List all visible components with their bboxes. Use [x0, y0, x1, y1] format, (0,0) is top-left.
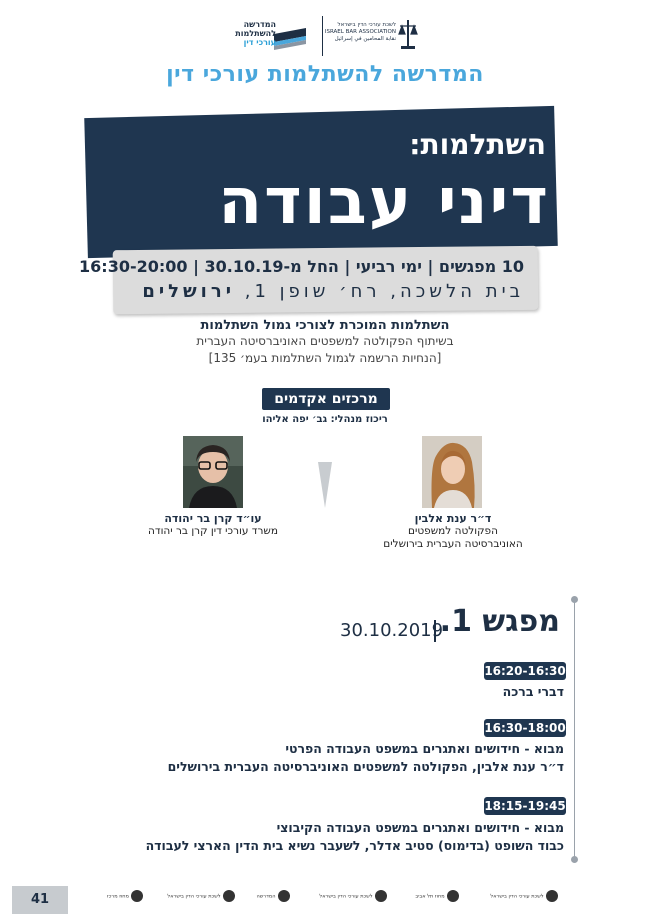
sponsor-logo: לשכת עורכי הדין בישראל: [164, 890, 238, 912]
sponsor-emblem-icon: [447, 890, 459, 902]
time-badge: 16:30-18:00: [484, 721, 566, 735]
school-logo-text: המדרשה להשתלמות עורכי דין: [235, 20, 276, 47]
bar-association-logo: [324, 18, 418, 54]
sponsor-logo: לשכת עורכי הדין בישראל: [484, 890, 564, 912]
certification-partner: בשיתוף הפקולטה למשפטים האוניברסיטה העברית: [196, 334, 454, 348]
session-date: 30.10.2019: [340, 620, 444, 641]
location-city: ירושלים: [142, 281, 235, 302]
sponsor-logo: המדרשה: [248, 890, 298, 912]
sponsor-emblem-icon: [278, 890, 290, 902]
certification-title: השתלמות המוכרת לצורכי גמול השתלמות: [200, 318, 450, 333]
scales-of-justice-icon: [398, 18, 418, 52]
sponsor-emblem-icon: [131, 890, 143, 902]
timeline-dot: [571, 856, 578, 863]
sponsor-emblem-icon: [375, 890, 387, 902]
agenda-item-title: דברי ברכה: [502, 684, 564, 699]
school-title: המדרשה להשתלמות עורכי דין: [166, 62, 484, 87]
lecturer-photo-anat: [422, 436, 482, 508]
school-emblem-icon: [272, 26, 308, 50]
location-address: בית הלשכה, רח׳ שופן 1,: [235, 281, 524, 302]
lecturer-photo-keren: [183, 436, 243, 508]
page-number: 41: [12, 886, 68, 914]
lecturer-university: האוניברסיטה העברית בירושלים: [383, 538, 523, 550]
sponsor-logo: מחוז מרכז: [96, 890, 154, 912]
agenda-item-title: מבוא - חידושים ואתגרים במשפט העבודה הקיבוצי: [276, 820, 564, 835]
agenda-item-speaker: ד״ר ענת אלבין, הפקולטה למשפטים האוניברסיטה העברית בירושלים: [167, 759, 564, 774]
timeline-dot: [571, 596, 578, 603]
time-badge: 18:15-19:45: [484, 799, 566, 813]
certification-note: [הנחיות הרשמה לגמול השתלמות בעמ׳ 135]: [208, 351, 442, 365]
banner-subtitle: השתלמות:: [409, 128, 546, 161]
lecturer-name: עו״ד קרן בר יהודה: [164, 512, 262, 525]
agenda-item-speaker: כבוד השופט (בדימוס) סטיב אדלר, לשעבר נשיא בית הדין הארצי לעבודה: [145, 838, 564, 853]
bar-logo-text: לשכת עורכי הדין בישראל ISRAEL BAR ASSOCIATION نقابة المحامين في إسرائيل: [324, 22, 396, 42]
location-line: [142, 281, 524, 302]
administrative-coordinator: ריכוז מנהלי: גב׳ יפה אליהו: [262, 414, 388, 425]
lecturer-affiliation: משרד עורכי דין קרן בר יהודה: [147, 525, 278, 537]
time-badge: 16:20-16:30: [484, 664, 566, 678]
lecturer-name: ד״ר ענת אלבין: [414, 512, 492, 525]
lecturer-card-anat: [360, 512, 546, 551]
timeline-line: [574, 598, 575, 860]
sponsor-logo: לשכת עורכי הדין בישראל: [316, 890, 390, 912]
lecturer-faculty: הפקולטה למשפטים: [408, 525, 498, 537]
academic-coordinators-badge: מרכזים אקדמים: [262, 388, 390, 410]
sponsor-emblem-icon: [546, 890, 558, 902]
session-title: מפגש 1.: [439, 604, 560, 639]
agenda-item-title: מבוא - חידושים ואתגרים במשפט העבודה הפרטי: [285, 741, 564, 756]
lecturer-card-keren: [130, 512, 296, 538]
sponsor-emblem-icon: [223, 890, 235, 902]
header-logos: [232, 16, 418, 56]
sponsor-logo: מחוז תל אביב: [400, 890, 474, 912]
divider-triangle-icon: [318, 462, 332, 508]
schedule-line: 10 מפגשים | ימי רביעי | החל מ-30.10.19 | 16:30-20:00: [79, 257, 524, 276]
school-logo: [232, 20, 312, 54]
banner-title: דיני עבודה: [218, 165, 550, 239]
